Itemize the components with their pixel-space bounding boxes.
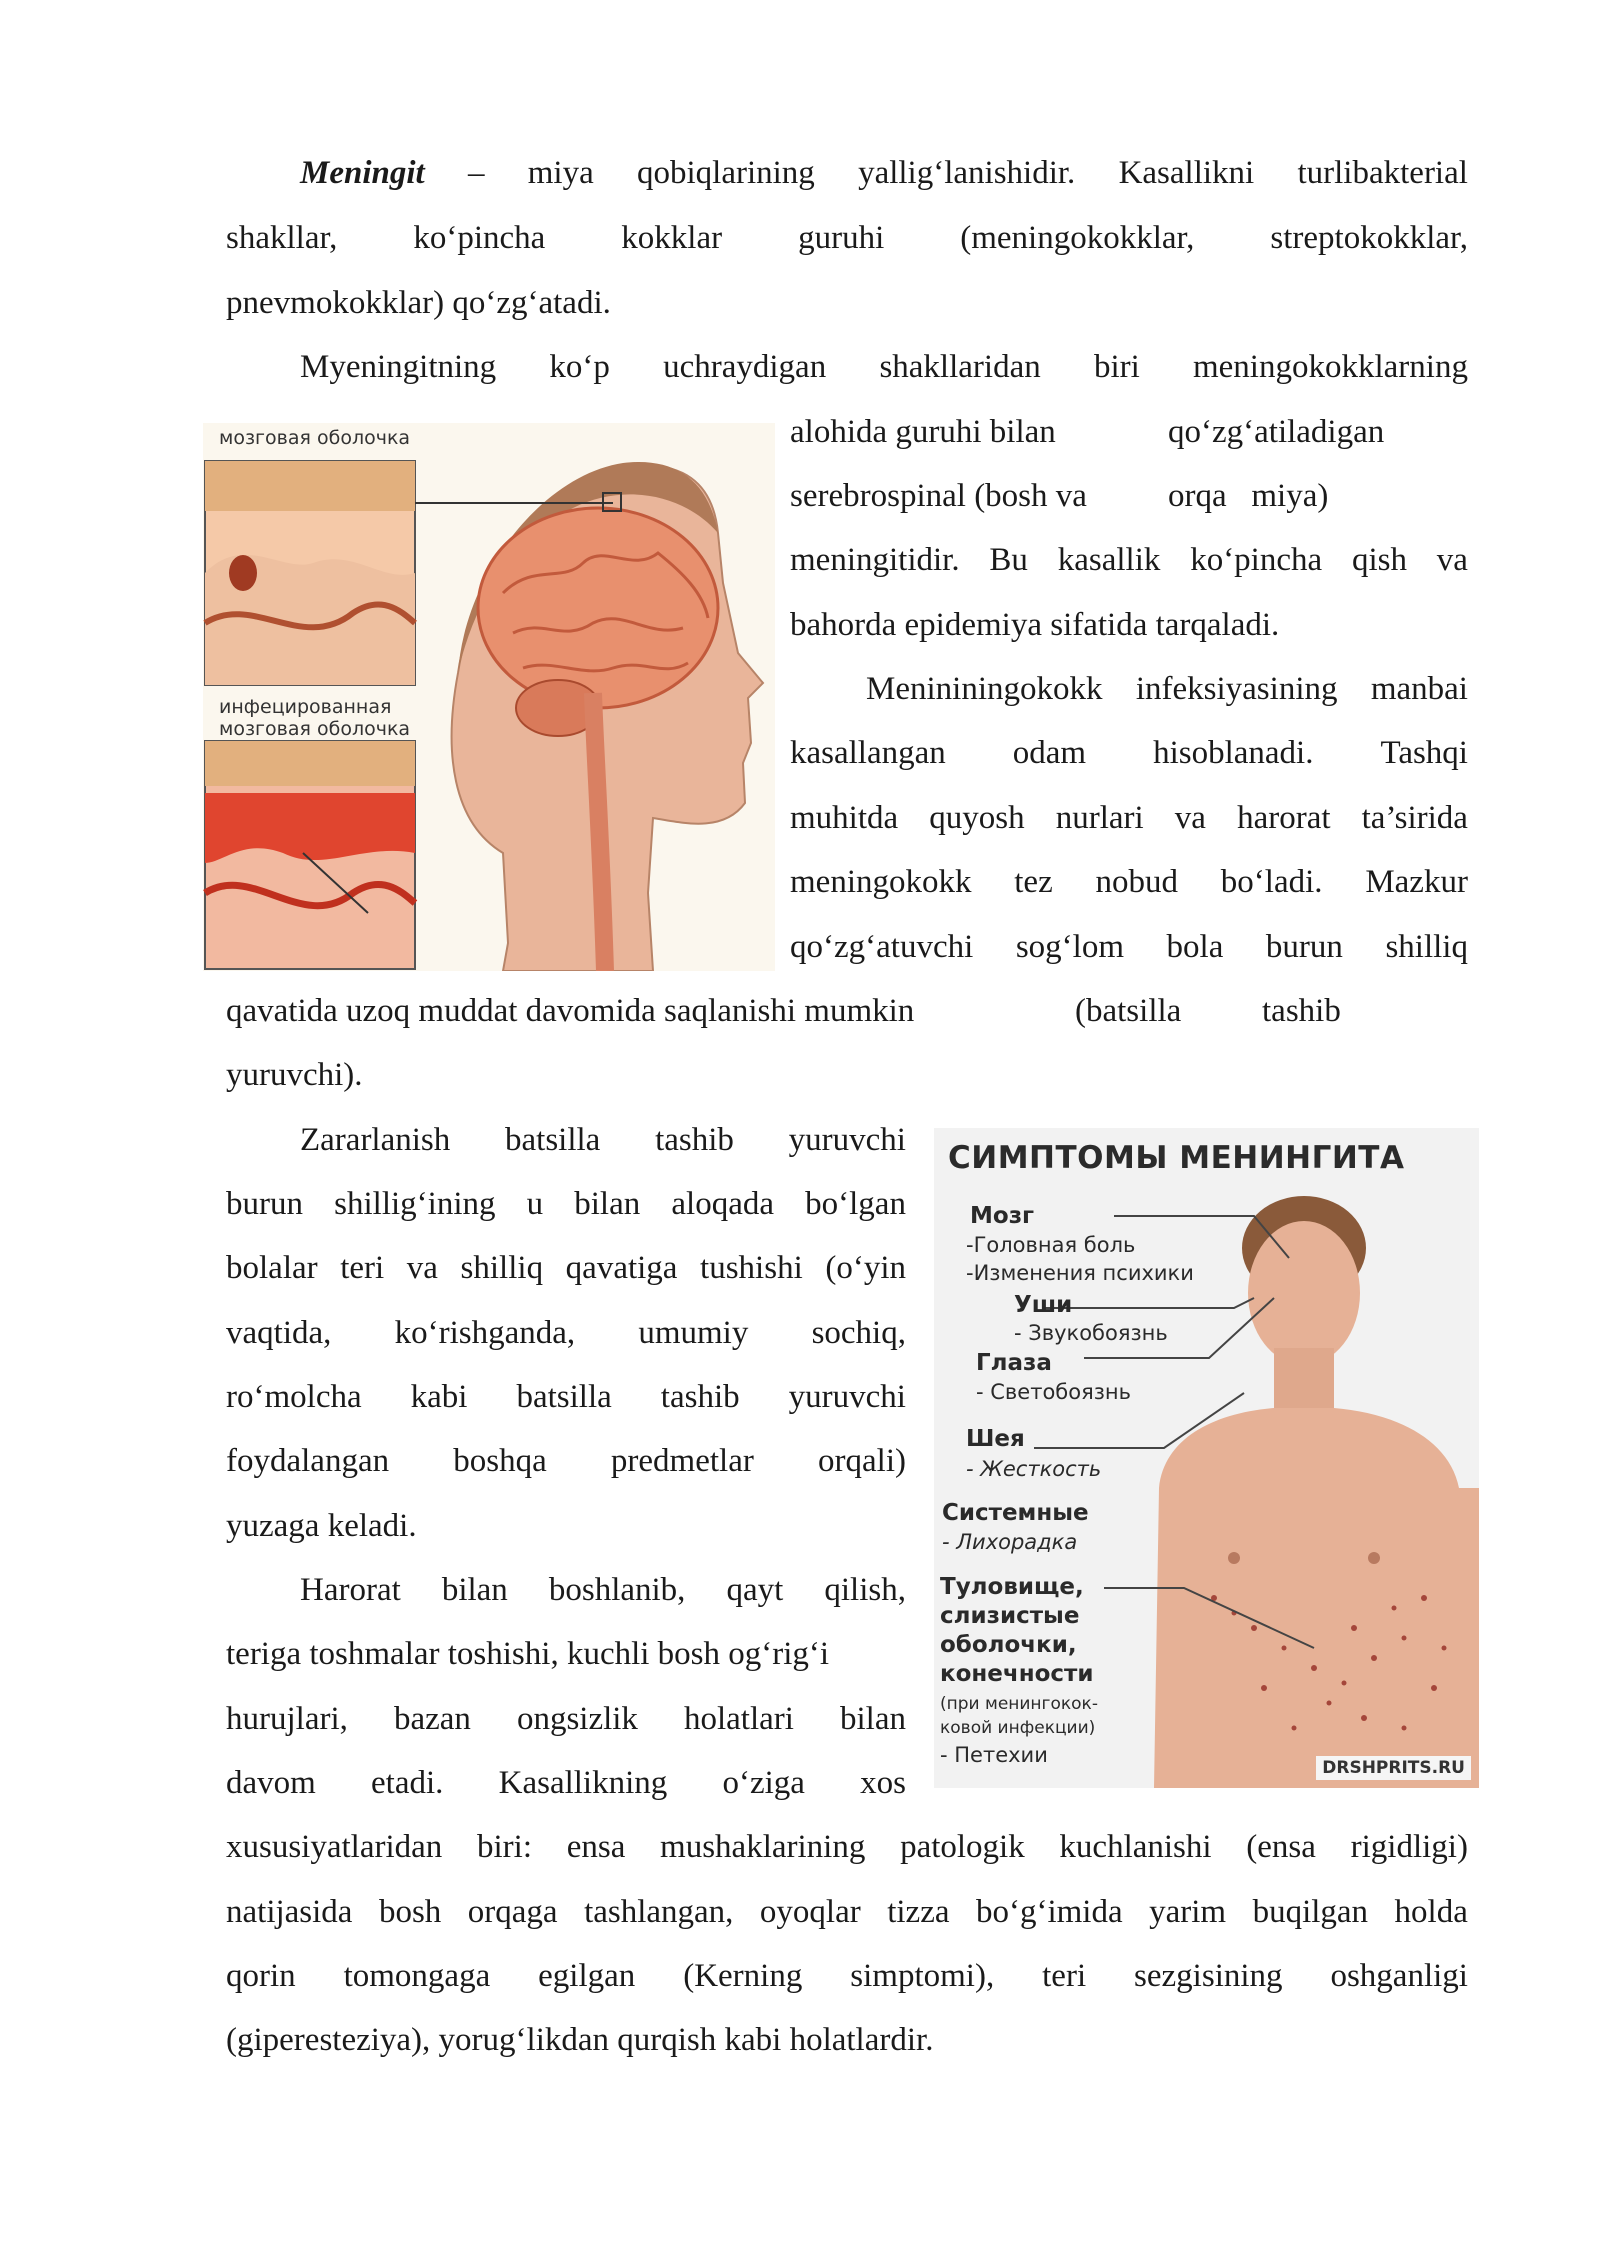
para3-line6a: qavatida uzoq muddat davomida saqlanishi mumkin [226,993,915,1029]
para3-line6c: tashib [1262,993,1341,1029]
symptom-torso-4: конечности [940,1661,1094,1687]
para2-line3b: orqa miya) [1168,478,1329,514]
symptom-torso-note-1: (при менингокок- [940,1694,1098,1714]
para2-line2b: qo‘zg‘atiladigan [1168,414,1385,450]
label-infected-1: инфецированная [219,696,392,718]
symptom-ears-1: - Звукобоязнь [1014,1321,1168,1345]
para2-line3a: serebrospinal (bosh va [790,478,1087,514]
meningitis-symptoms-figure [934,1128,1479,1788]
symptom-brain: Мозг [970,1203,1035,1229]
para3-line5: qo‘zg‘atuvchi sog‘lom bola burun shilliq [790,929,1468,965]
label-meninges: мозговая оболочка [219,427,411,449]
para5-line6: natijasida bosh orqaga tashlangan, oyoqlar tizza bo‘g‘imida yarim buqilgan holda [226,1894,1468,1930]
para4-line3: bolalar teri va shilliq qavatiga tushishi (o‘yin [226,1250,906,1286]
para4-line5: ro‘molcha kabi batsilla tashib yuruvchi [226,1379,906,1415]
para4-line4: vaqtida, ko‘rishganda, umumiy sochiq, [226,1315,906,1351]
symptoms-title: СИМПТОМЫ МЕНИНГИТА [948,1140,1405,1176]
para5-line7: qorin tomongaga egilgan (Kerning simptomi), teri sezgisining oshganligi [226,1958,1468,1994]
symptom-brain-1: -Головная боль [966,1233,1136,1257]
para5-line4: davom etadi. Kasallikning o‘ziga xos [226,1765,906,1801]
symptom-eyes: Глаза [976,1350,1052,1376]
para5-line2: teriga toshmalar toshishi, kuchli bosh og‘rig‘i [226,1636,830,1672]
symptom-ears: Уши [1014,1292,1073,1318]
para2-line5: bahorda epidemiya sifatida tarqaladi. [790,607,1280,643]
para5-line1: Harorat bilan boshlanib, qayt qilish, [300,1572,906,1608]
para5-line3: hurujlari, bazan ongsizlik holatlari bilan [226,1701,906,1737]
symptom-neck: Шея [966,1426,1025,1452]
para1-line3: pnevmokokklar) qo‘zg‘atadi. [226,285,611,321]
image-source-label: DRSHPRITS.RU [1316,1756,1471,1780]
para3-line7: yuruvchi). [226,1057,363,1093]
para4-line1: Zararlanish batsilla tashib yuruvchi [300,1122,906,1158]
symptom-torso-1: Туловище, [940,1574,1084,1600]
para2-line1: Myeningitning ko‘p uchraydigan shakllaridan biri meningokokklarning [300,349,1468,385]
para3-line6b: (batsilla [1075,993,1182,1029]
para5-line8: (giperesteziya), yorug‘likdan qurqish kabi holatlardir. [226,2022,934,2058]
term-meningit: Meningit [300,155,425,191]
para3-line2: kasallangan odam hisoblanadi. Tashqi [790,735,1468,771]
symptom-systemic: Системные [942,1500,1089,1526]
para5-line5: xususiyatlaridan biri: ensa mushaklarining patologik kuchlanishi (ensa rigidligi) [226,1829,1468,1865]
para3-line4: meningokokk tez nobud bo‘ladi. Mazkur [790,864,1468,900]
brain-meninges-illustration [203,423,775,971]
para4-line7: yuzaga keladi. [226,1508,417,1544]
para3-line3: muhitda quyosh nurlari va harorat ta’sirida [790,800,1468,836]
symptom-systemic-1: - Лихорадка [942,1530,1078,1554]
symptom-eyes-1: - Светобоязнь [976,1380,1131,1404]
para3-line1: Menininingokokk infeksiyasining manbai [866,671,1468,707]
symptom-brain-2: -Изменения психики [966,1261,1194,1285]
symptom-torso-5: - Петехии [940,1743,1048,1767]
para4-line2: burun shillig‘ining u bilan aloqada bo‘lgan [226,1186,906,1222]
para2-line4: meningitidir. Bu kasallik ko‘pincha qish va [790,542,1468,578]
symptom-torso-3: оболочки, [940,1632,1077,1658]
para2-line2a: alohida guruhi bilan [790,414,1056,450]
symptom-neck-1: - Жесткость [966,1457,1102,1481]
brain-meninges-figure [203,423,775,971]
para1-line2: shakllar, ko‘pincha kokklar guruhi (meningokokklar, streptokokklar, [226,220,1468,256]
symptom-torso-2: слизистые [940,1603,1080,1629]
para1-line1: Meningit – miya qobiqlarining yallig‘lanishidir. Kasallikni turlibakterial [300,155,1468,191]
label-infected-2: мозговая оболочка [219,718,411,740]
para4-line6: foydalangan boshqa predmetlar orqali) [226,1443,906,1479]
symptom-torso-note-2: ковой инфекции) [940,1718,1096,1738]
